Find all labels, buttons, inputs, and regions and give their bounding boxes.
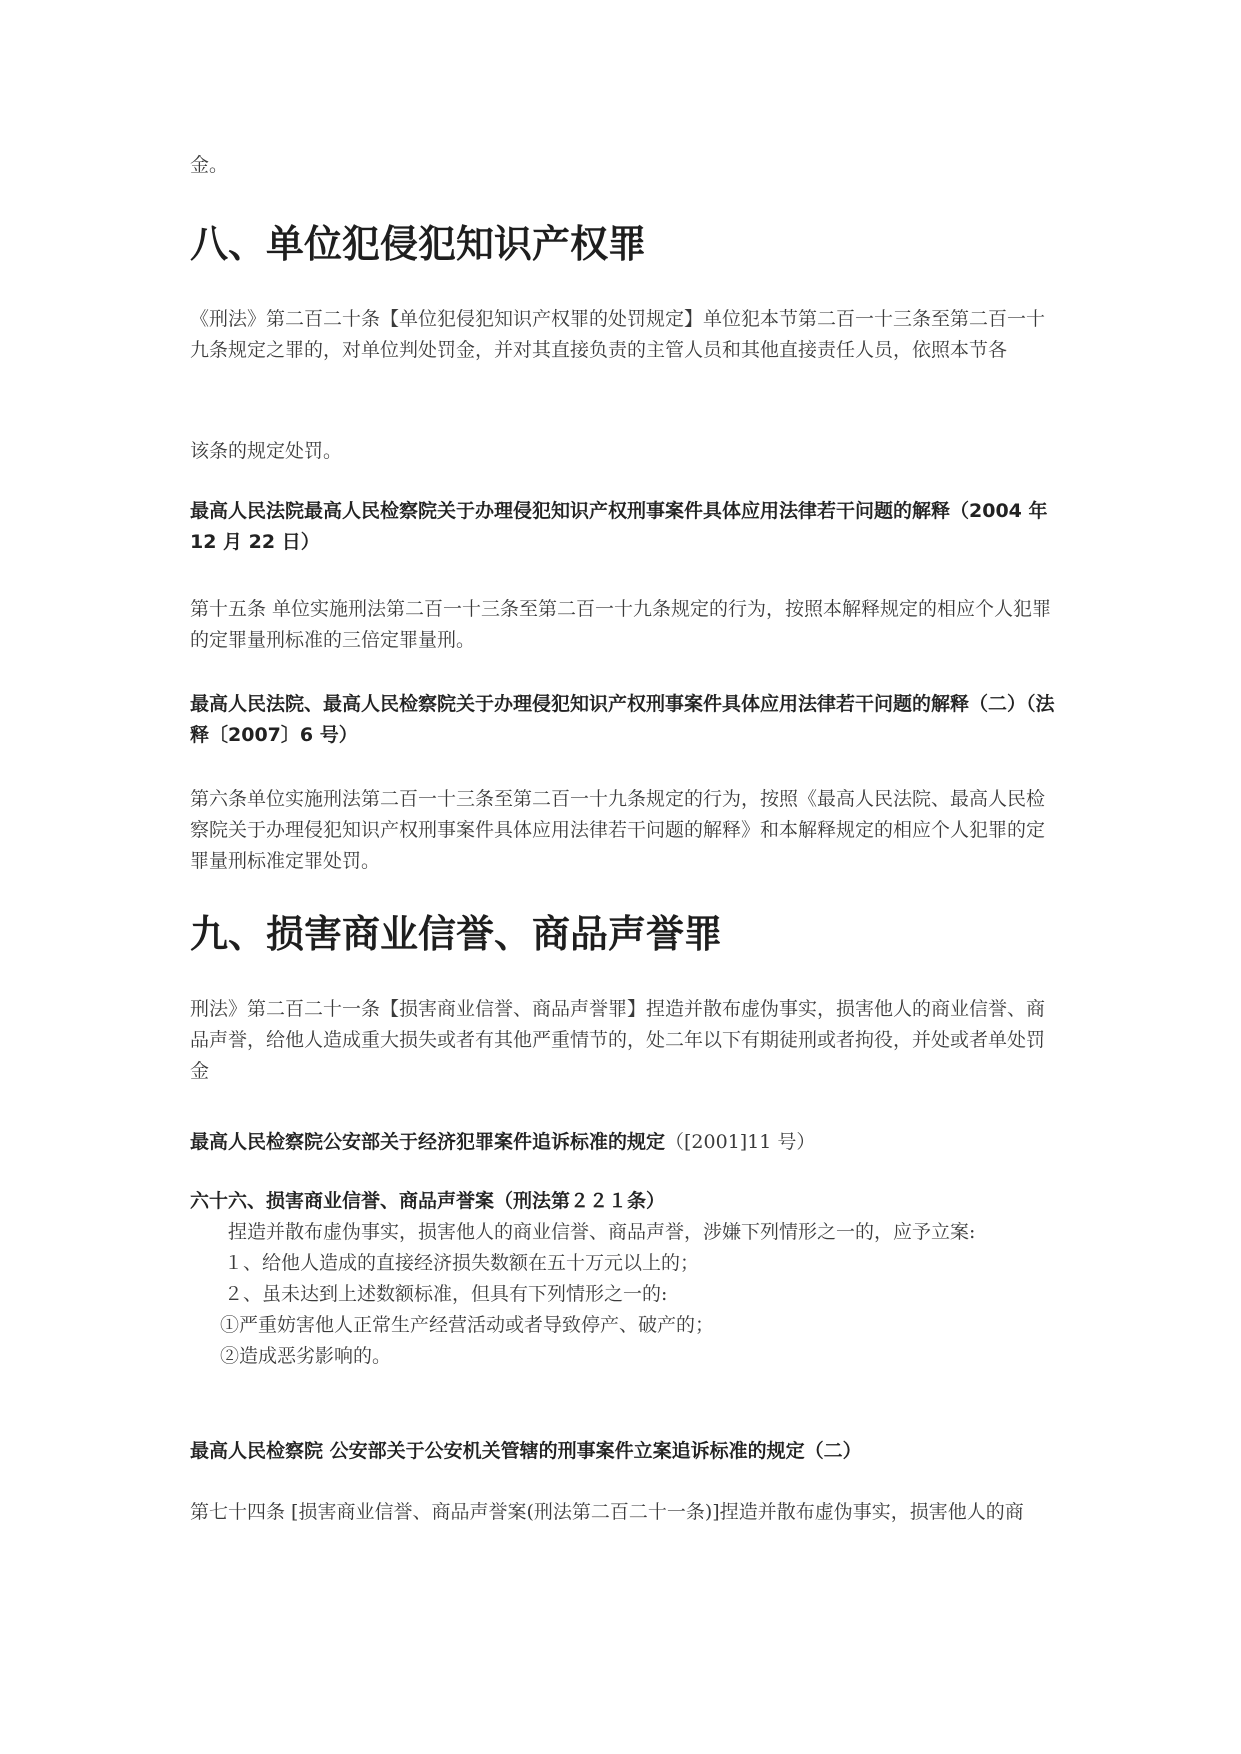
case-66-list: [190, 1248, 1055, 1372]
case-66-title: 六十六、损害商业信誉、商品声誉案（刑法第２２１条）: [190, 1190, 666, 1212]
paragraph-fragment: 金。: [190, 154, 229, 176]
list-item: ①严重妨害他人正常生产经营活动或者导致停产、破产的；: [220, 1314, 715, 1336]
list-item: １、给他人造成的直接经济损失数额在五十万元以上的；: [224, 1252, 700, 1274]
regulation-title-2001: [190, 1127, 1055, 1158]
interpretation-title-2007: 最高人民法院、最高人民检察院关于办理侵犯知识产权刑事案件具体应用法律若干问题的解释（二）（法释〔2007〕6 号）: [190, 693, 1055, 746]
regulation-title-2001-text: 最高人民检察院公安部关于经济犯罪案件追诉标准的规定: [190, 1131, 666, 1153]
paragraph-continuation: 该条的规定处罚。: [190, 440, 343, 462]
interpretation-title-2004: 最高人民法院最高人民检察院关于办理侵犯知识产权刑事案件具体应用法律若干问题的解释（2004 年 12 月 22 日）: [190, 500, 1048, 553]
regulation-number: （[2001]11 号）: [665, 1131, 816, 1153]
case-66-intro: 捏造并散布虚伪事实，损害他人的商业信誉、商品声誉，涉嫌下列情形之一的，应予立案:: [228, 1221, 976, 1243]
section-heading-8: 八、单位犯侵犯知识产权罪: [190, 221, 647, 266]
case-66-block: [190, 1186, 1055, 1372]
regulation-title-2: 最高人民检察院 公安部关于公安机关管辖的刑事案件立案追诉标准的规定（二）: [190, 1440, 862, 1462]
paragraph-article-221: 刑法》第二百二十一条【损害商业信誉、商品声誉罪】捏造并散布虚伪事实，损害他人的商业信誉、商品声誉，给他人造成重大损失或者有其他严重情节的，处二年以下有期徒刑或者拘役，并处或者单处罚金: [190, 998, 1046, 1082]
list-item: ２、虽未达到上述数额标准，但具有下列情形之一的:: [224, 1283, 668, 1305]
list-item: ②造成恶劣影响的。: [220, 1345, 392, 1367]
paragraph-article-220: 《刑法》第二百二十条【单位犯侵犯知识产权罪的处罚规定】单位犯本节第二百一十三条至第二百一十九条规定之罪的，对单位判处罚金，并对其直接负责的主管人员和其他直接责任人员，依照本节各: [190, 308, 1046, 361]
paragraph-article-15: 第十五条 单位实施刑法第二百一十三条至第二百一十九条规定的行为，按照本解释规定的相应个人犯罪的定罪量刑标准的三倍定罪量刑。: [190, 598, 1052, 651]
paragraph-article-74: 第七十四条 [损害商业信誉、商品声誉案(刑法第二百二十一条)]捏造并散布虚伪事实，损害他人的商: [190, 1501, 1024, 1523]
paragraph-article-6: 第六条单位实施刑法第二百一十三条至第二百一十九条规定的行为，按照《最高人民法院、最高人民检察院关于办理侵犯知识产权刑事案件具体应用法律若干问题的解释》和本解释规定的相应个人犯罪的定罪量刑标准定罪处罚。: [190, 788, 1046, 872]
section-heading-9: 九、损害商业信誉、商品声誉罪: [190, 911, 723, 956]
